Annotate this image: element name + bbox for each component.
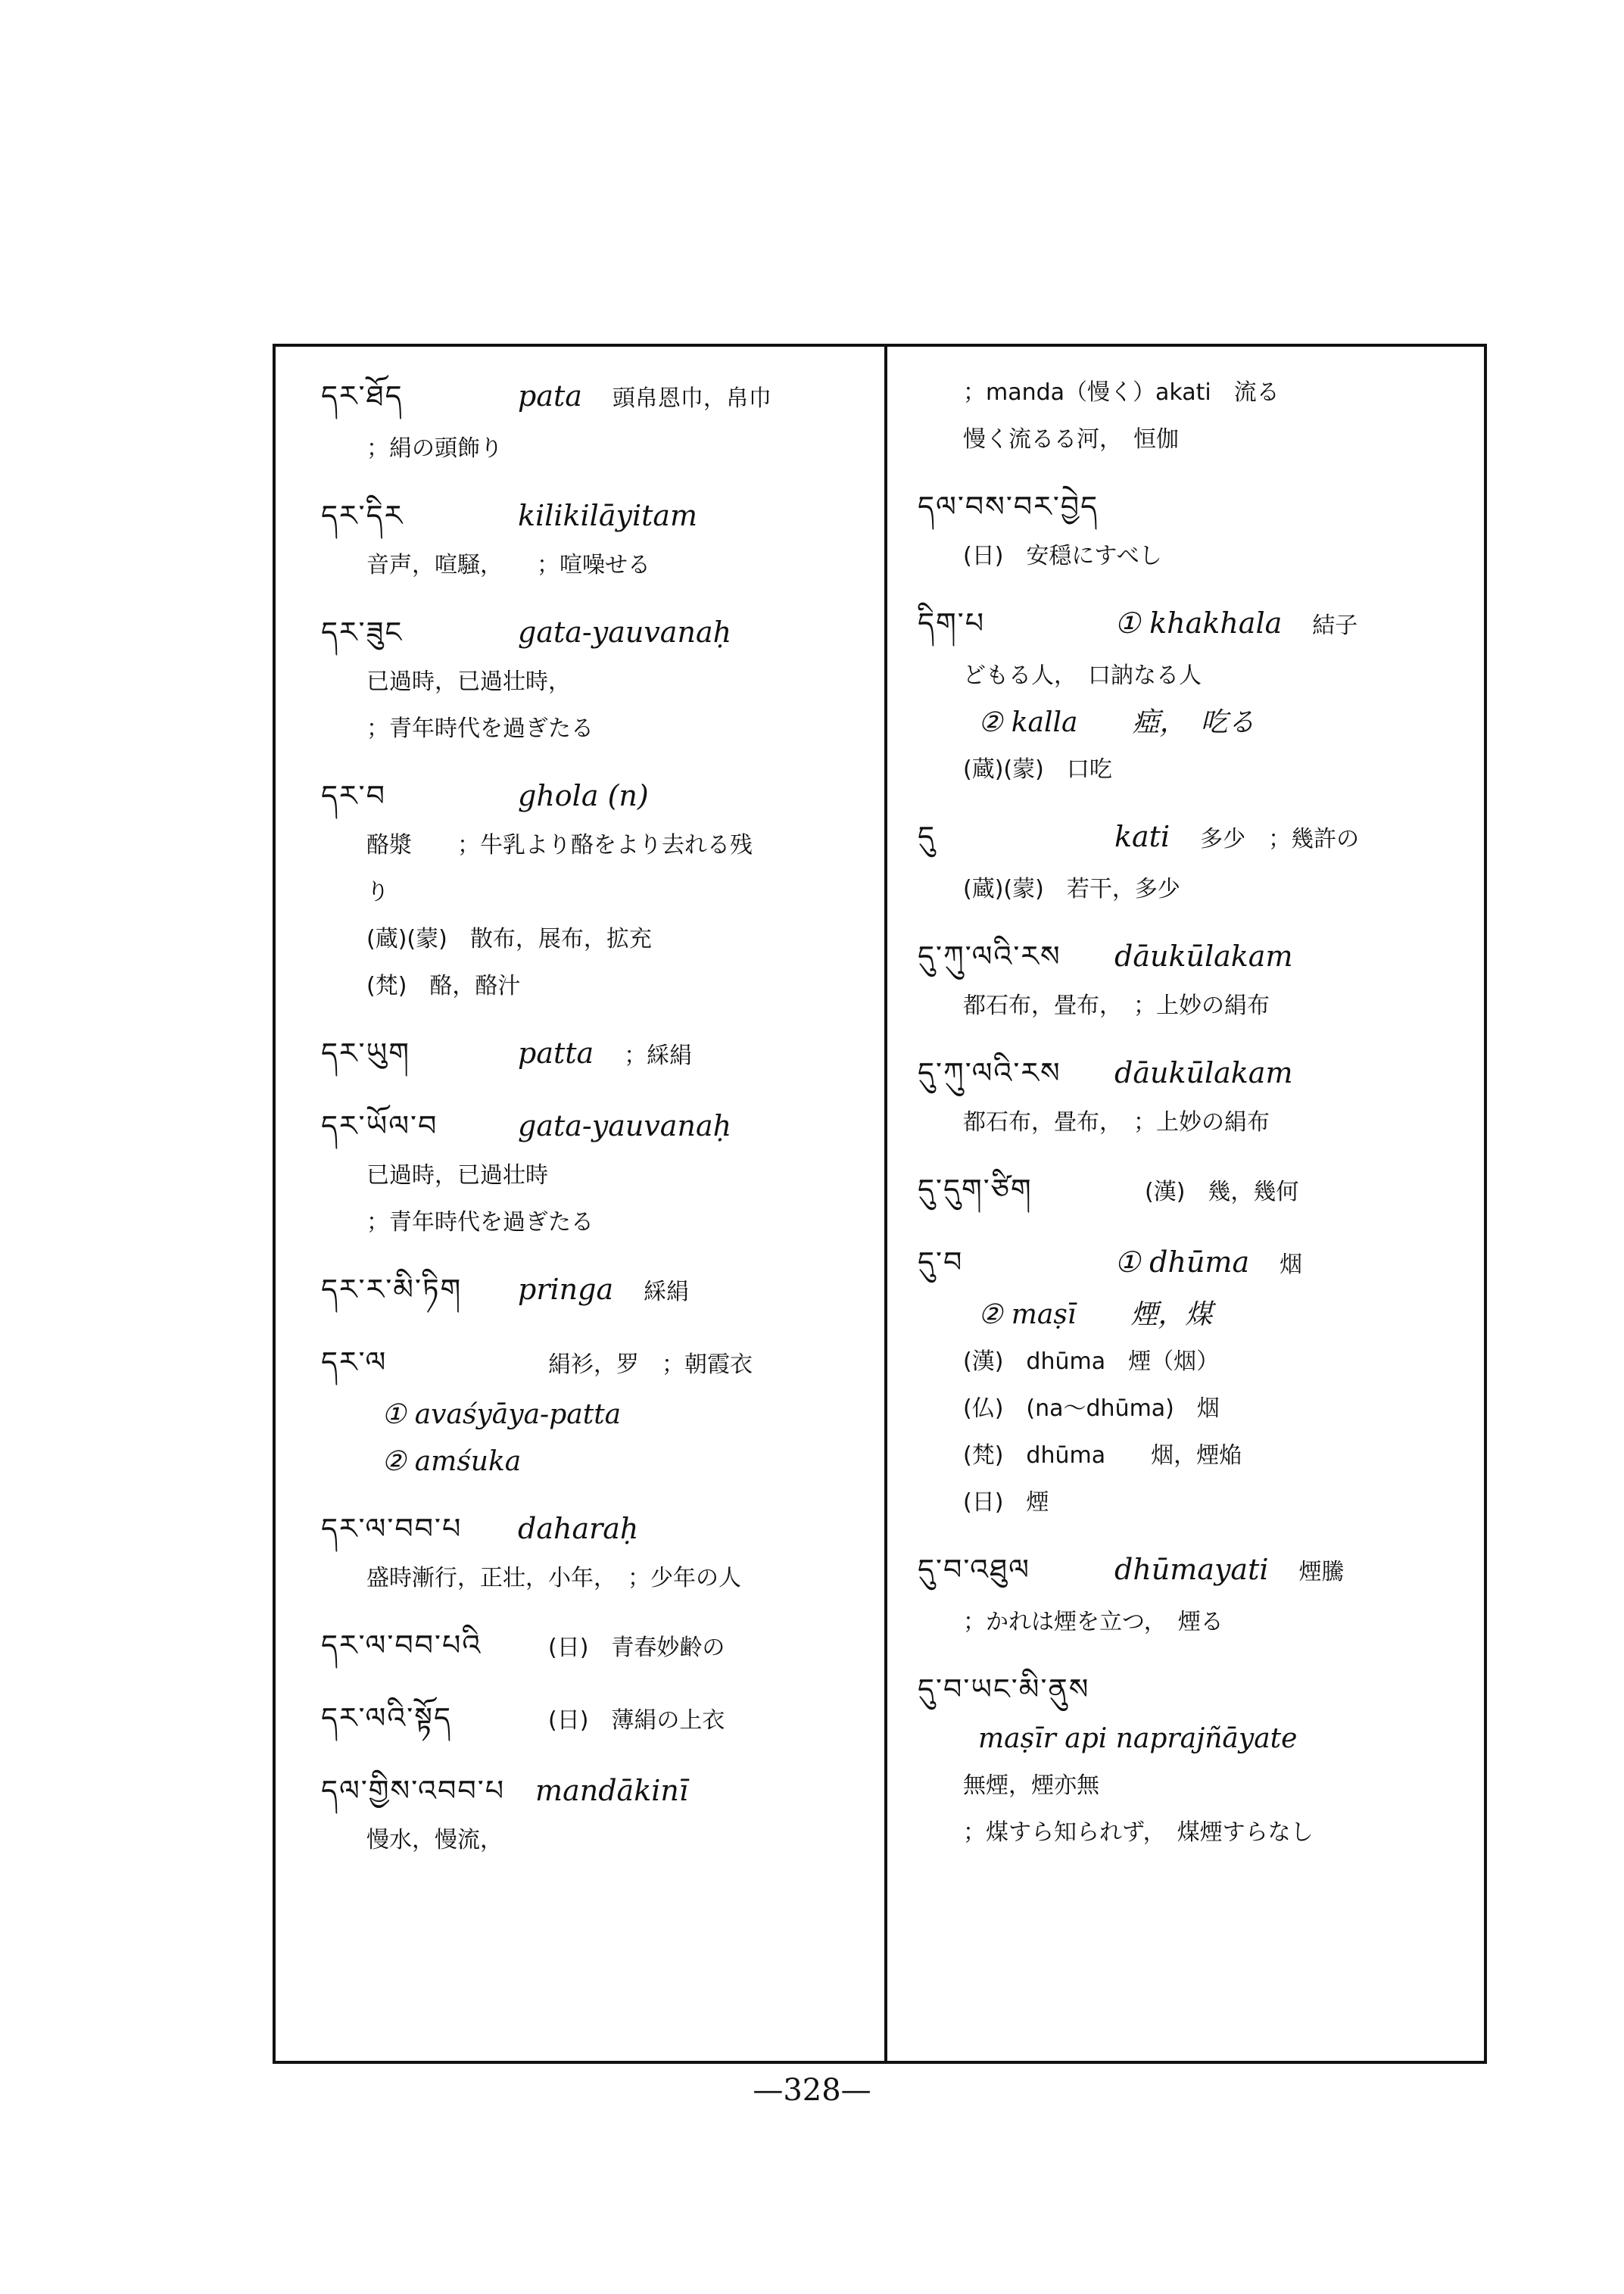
entry-line: 都石布，畳布， ；上妙の絹布 bbox=[963, 993, 1270, 1019]
sanskrit-equivalent: ghola (n) bbox=[518, 779, 649, 812]
sanskrit-equivalent: kilikilāyitam bbox=[518, 499, 698, 532]
entry-headline bbox=[918, 597, 1461, 653]
dictionary-entry bbox=[918, 930, 1461, 1030]
dictionary-entry bbox=[918, 480, 1461, 580]
entry-line: (梵) dhūma 烟，煙焔 bbox=[963, 1442, 1242, 1469]
dictionary-entry bbox=[321, 1619, 862, 1675]
dictionary-entry bbox=[918, 1236, 1461, 1526]
tibetan-headword: དུ་བ bbox=[918, 1245, 964, 1279]
sanskrit-equivalent: pata bbox=[518, 379, 582, 413]
tibetan-headword: དར་ཡུག bbox=[321, 1036, 410, 1070]
japanese-gloss: (日) 薄絹の上衣 bbox=[548, 1707, 725, 1734]
entry-line: 音声，喧騒， ；喧噪せる bbox=[366, 552, 650, 578]
tibetan-headword: དུ་བ་འཐུལ bbox=[918, 1553, 1030, 1586]
japanese-gloss: 烟 bbox=[1280, 1251, 1303, 1278]
tibetan-headword: དར་དིར bbox=[321, 499, 404, 532]
entry-line: (仏) (na〜dhūma) 烟 bbox=[963, 1395, 1220, 1422]
dictionary-entry bbox=[321, 1263, 862, 1319]
entry-headline bbox=[918, 1236, 1461, 1292]
dictionary-entry bbox=[321, 1027, 862, 1083]
entry-line: ① avaśyāya-patta bbox=[382, 1399, 622, 1430]
entry-headline bbox=[321, 1764, 862, 1817]
entry-line: 無煙，煙亦無 bbox=[963, 1772, 1099, 1799]
sanskrit-equivalent: gata-yauvanaḥ bbox=[518, 616, 732, 649]
entry-headline bbox=[918, 930, 1461, 983]
dictionary-entry bbox=[321, 1336, 862, 1485]
entry-line: ；かれは煙を立つ， 煙る bbox=[963, 1609, 1223, 1635]
tibetan-headword: དལ་བས་བར་བྱེད bbox=[918, 490, 1099, 523]
sanskrit-equivalent: dāukūlakam bbox=[1114, 1056, 1293, 1089]
left-column bbox=[276, 347, 887, 2061]
entry-headline bbox=[321, 1099, 862, 1152]
dictionary-entry bbox=[918, 1046, 1461, 1146]
tibetan-headword: དུ་ཀུ་ལའི་རས bbox=[918, 1056, 1061, 1089]
entry-headline bbox=[918, 810, 1461, 866]
entry-line: ② amśuka bbox=[382, 1446, 522, 1477]
tibetan-headword: དར་ལ་བབ་པའི bbox=[321, 1629, 482, 1662]
japanese-gloss: 絹衫，罗 ；朝霞衣 bbox=[548, 1351, 753, 1378]
tibetan-headword: དར་ཐོད bbox=[321, 379, 404, 413]
entry-headline bbox=[918, 1046, 1461, 1099]
dictionary-entry bbox=[918, 1663, 1461, 1856]
sanskrit-equivalent: ① khakhala bbox=[1114, 606, 1283, 640]
dictionary-entry bbox=[321, 1099, 862, 1246]
japanese-gloss: 結子 bbox=[1312, 612, 1358, 639]
japanese-gloss: (漢) 幾，幾何 bbox=[1145, 1179, 1299, 1205]
dictionary-entry bbox=[321, 1691, 862, 1747]
japanese-gloss: (日) 青春妙齢の bbox=[548, 1635, 725, 1661]
dictionary-entry bbox=[918, 1163, 1461, 1219]
entry-headline bbox=[321, 769, 862, 822]
entry-headline bbox=[321, 1502, 862, 1555]
tibetan-headword: དར་བ bbox=[321, 779, 387, 812]
entry-headline bbox=[918, 1163, 1461, 1219]
entry-headline bbox=[321, 1619, 862, 1675]
entry-line: (蔵)(蒙) 口吃 bbox=[963, 756, 1112, 783]
dictionary-entry bbox=[918, 1543, 1461, 1646]
tibetan-headword: དུ་དུག་ཙིག bbox=[918, 1173, 1033, 1206]
entry-headline bbox=[321, 1691, 862, 1747]
sanskrit-equivalent: dāukūlakam bbox=[1114, 940, 1293, 973]
entry-headline bbox=[321, 606, 862, 659]
sanskrit-equivalent: patta bbox=[518, 1036, 594, 1070]
sanskrit-equivalent: ① dhūma bbox=[1114, 1245, 1250, 1279]
tibetan-headword: དར་ལ bbox=[321, 1345, 388, 1379]
tibetan-headword: དར་ར་མི་ཏིག bbox=[321, 1273, 463, 1306]
dictionary-entry bbox=[321, 1764, 862, 1864]
entry-line: り bbox=[366, 879, 389, 905]
entry-line: (日) 安穏にすべし bbox=[963, 543, 1162, 569]
tibetan-headword: དར་ཡོལ་བ bbox=[321, 1109, 438, 1142]
tibetan-headword: དར་ལའི་སྟོད bbox=[321, 1701, 453, 1735]
entry-line: (日) 煙 bbox=[963, 1489, 1049, 1516]
entry-headline bbox=[321, 1263, 862, 1319]
dictionary-entry bbox=[918, 369, 1461, 463]
entry-line: (漢) dhūma 煙（烟） bbox=[963, 1348, 1220, 1375]
page-number: —328— bbox=[753, 2073, 871, 2108]
tibetan-headword: དུ་བ་ཡང་མི་ནུས bbox=[918, 1672, 1090, 1706]
entry-line: ② kalla 瘂， 吃る bbox=[978, 707, 1255, 738]
dictionary-entry bbox=[321, 489, 862, 589]
dictionary-entry bbox=[321, 606, 862, 753]
japanese-gloss: 煙騰 bbox=[1298, 1559, 1345, 1585]
dictionary-frame bbox=[273, 344, 1487, 2064]
entry-headline bbox=[321, 489, 862, 542]
japanese-gloss: 頭帛恩巾，帛巾 bbox=[612, 385, 771, 412]
tibetan-headword: དིག་པ bbox=[918, 606, 986, 640]
entry-headline bbox=[321, 369, 862, 425]
sanskrit-equivalent: mandākinī bbox=[535, 1774, 688, 1807]
dictionary-entry bbox=[321, 369, 862, 472]
sanskrit-equivalent: dhūmayati bbox=[1114, 1553, 1269, 1586]
tibetan-headword: དལ་གྱིས་འབབ་པ bbox=[321, 1774, 506, 1807]
entry-headline bbox=[918, 1543, 1461, 1599]
entry-headline bbox=[918, 1663, 1461, 1716]
entry-line: ；manda（慢く）akati 流る bbox=[963, 379, 1280, 406]
entry-line: どもる人， 口訥なる人 bbox=[963, 662, 1202, 689]
entry-headline bbox=[321, 1336, 862, 1392]
entry-line: ；青年時代を過ぎたる bbox=[366, 715, 594, 742]
dictionary-entry bbox=[918, 597, 1461, 793]
entry-line: 慢く流るる河， 恒伽 bbox=[963, 426, 1179, 453]
entry-line: ② maṣī 煙，煤 bbox=[978, 1299, 1213, 1330]
right-column bbox=[887, 347, 1484, 2061]
dictionary-entry bbox=[321, 1502, 862, 1602]
sanskrit-equivalent: gata-yauvanaḥ bbox=[518, 1109, 732, 1142]
dictionary-entry bbox=[918, 810, 1461, 913]
tibetan-headword: དུ bbox=[918, 820, 937, 853]
entry-line: (梵) 酪，酪汁 bbox=[366, 973, 521, 999]
entry-line: (蔵)(蒙) 若干，多少 bbox=[963, 876, 1180, 902]
entry-line: 已過時，已過壮時 bbox=[366, 1162, 548, 1189]
entry-line: 都石布，畳布， ；上妙の絹布 bbox=[963, 1109, 1270, 1136]
japanese-gloss: 綵絹 bbox=[644, 1279, 690, 1305]
japanese-gloss: 多少 ；幾許の bbox=[1200, 826, 1360, 852]
entry-line: ；青年時代を過ぎたる bbox=[366, 1209, 594, 1236]
sanskrit-equivalent: daharaḥ bbox=[518, 1512, 639, 1545]
tibetan-headword: དར་ལ་བབ་པ bbox=[321, 1512, 463, 1545]
entry-line: 酪漿 ；牛乳より酪をより去れる残 bbox=[366, 832, 753, 859]
tibetan-headword: དར་ཟུང bbox=[321, 616, 404, 649]
dictionary-entry bbox=[321, 769, 862, 1010]
japanese-gloss: ；綵絹 bbox=[624, 1043, 693, 1069]
sanskrit-equivalent: pringa bbox=[518, 1273, 614, 1306]
entry-line: 已過時，已過壮時， bbox=[366, 669, 571, 695]
entry-line: maṣīr api naprajñāyate bbox=[978, 1723, 1298, 1754]
tibetan-headword: དུ་ཀུ་ལའི་རས bbox=[918, 940, 1061, 973]
entry-headline bbox=[918, 480, 1461, 533]
entry-line: (蔵)(蒙) 散布，展布，拡充 bbox=[366, 926, 652, 952]
sanskrit-equivalent: kati bbox=[1114, 820, 1170, 853]
entry-line: ；絹の頭飾り bbox=[366, 435, 503, 462]
entry-line: ；煤すら知られず， 煤煙すらなし bbox=[963, 1819, 1314, 1846]
entry-line: 盛時漸行，正壮，小年， ；少年の人 bbox=[366, 1565, 741, 1591]
entry-headline bbox=[321, 1027, 862, 1083]
entry-line: 慢水，慢流， bbox=[366, 1827, 503, 1853]
